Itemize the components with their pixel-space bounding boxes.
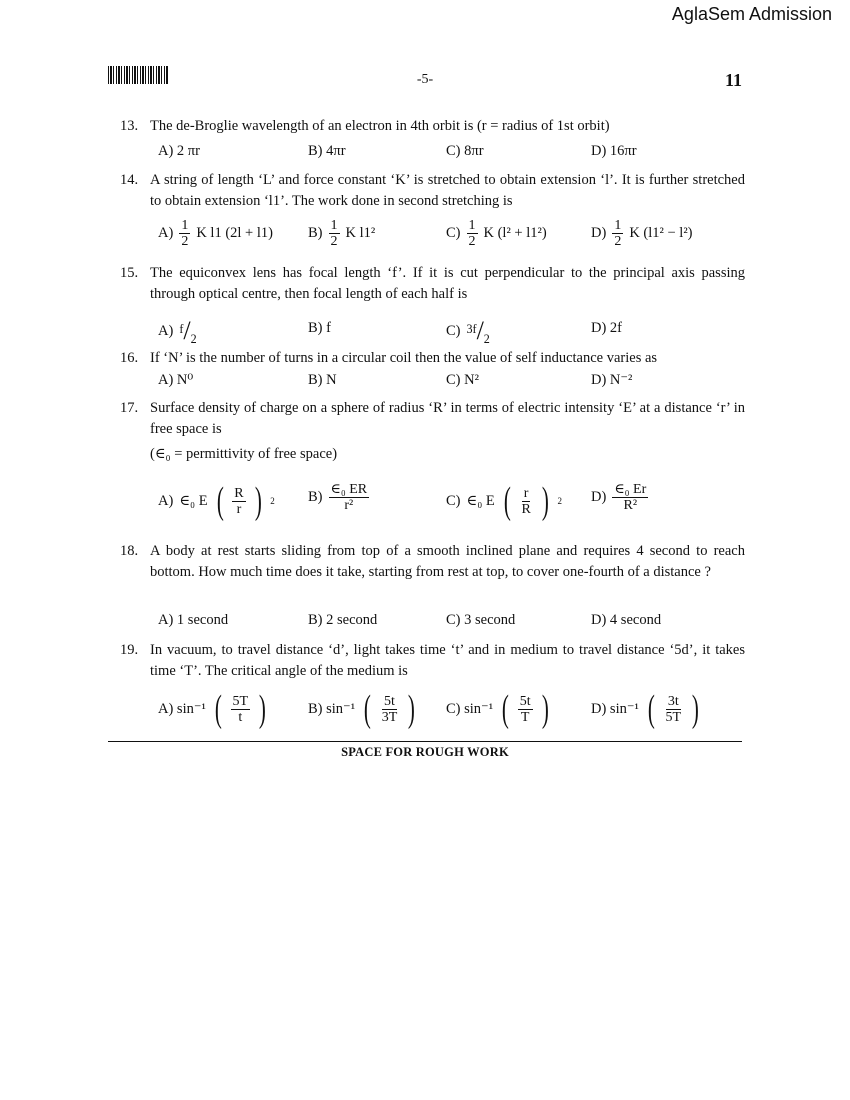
question-stem: A string of length ‘L’ and force constant ‘K’ is stretched to obtain extension ‘l’. It is further stretched to obtain extension ‘l1’. The work done in second stretching is [150, 172, 745, 209]
option-expr: K (l² + l1²) [483, 225, 547, 241]
question-note: (∈₀ = permittivity of free space) [150, 446, 338, 462]
option-a[interactable]: A) 2 πr [158, 143, 200, 159]
option-c[interactable]: C) sin⁻¹ ( $\frac{5t}{T}$ ) [446, 688, 549, 730]
question-18: 18. A body at rest starts sliding from top of a smooth inclined plane and requires 4 second to reach bottom. How much time does it take, starting from rest at top, to cover one-fourth of a distance ? [120, 541, 745, 583]
option-expr: K l1 (2l + l1) [196, 225, 273, 241]
option-b[interactable]: B) $\frac{\text{∈₀ ER}}{\text{r²}}$ [308, 482, 368, 513]
option-a[interactable]: A) sin⁻¹ ( $\frac{5T}{t}$ ) [158, 688, 266, 730]
option-b[interactable]: B) f [308, 320, 331, 336]
question-stem: Surface density of charge on a sphere of radius ‘R’ in terms of electric intensity ‘E’ at a distance ‘r’ in free space is [150, 400, 745, 437]
option-expr: K (l1² − l²) [629, 225, 693, 241]
brand-watermark: AglaSem Admission [671, 4, 832, 24]
option-d[interactable]: D) N⁻² [591, 372, 633, 388]
option-expr: K l1² [345, 225, 376, 241]
option-d[interactable]: D) sin⁻¹ ( $\frac{3t}{5T}$ ) [591, 688, 699, 730]
option-c[interactable]: C) 8πr [446, 143, 484, 159]
question-19: 19. In vacuum, to travel distance ‘d’, light takes time ‘t’ and in medium to travel distance ‘5d’, it takes time ‘T’. The critical angle of the medium is [120, 640, 745, 682]
option-b[interactable]: B) $\frac{1}{2}$ K l1² [308, 218, 376, 249]
series-code: 11 [724, 70, 742, 90]
question-stem: If ‘N’ is the number of turns in a circular coil then the value of self inductance varies as [150, 350, 658, 366]
question-stem: A body at rest starts sliding from top of a smooth inclined plane and requires 4 second to reach bottom. How much time does it take, starting from rest at top, to cover one-fourth of a distance ? [150, 543, 745, 580]
option-a[interactable]: A) N⁰ [158, 372, 194, 388]
option-a[interactable]: A) $\frac{1}{2}$ K l1 (2l + l1) [158, 218, 273, 249]
question-14: 14. A string of length ‘L’ and force constant ‘K’ is stretched to obtain extension ‘l’. It is further stretched to obtain extension ‘l1’. The work done in second stretching is [120, 170, 745, 212]
divider-rule [108, 741, 742, 742]
option-a[interactable]: A) 1 second [158, 612, 229, 628]
option-b[interactable]: B) N [308, 372, 337, 388]
question-15: 15. The equiconvex lens has focal length ‘f’. If it is cut perpendicular to the principal axis passing through optical centre, then focal length of each half is [120, 263, 745, 305]
option-c[interactable]: C) N² [446, 372, 479, 388]
option-c[interactable]: C) $\frac{1}{2}$ K (l² + l1²) [446, 218, 547, 249]
option-b[interactable]: B) 2 second [308, 612, 378, 628]
option-d[interactable]: D) 2f [591, 320, 623, 336]
question-stem: The equiconvex lens has focal length ‘f’. If it is cut perpendicular to the principal axis passing through optical centre, then focal length of each half is [150, 265, 745, 302]
question-17: 17. Surface density of charge on a sphere of radius ‘R’ in terms of electric intensity ‘E’ at a distance ‘r’ in free space is (∈₀ = permittivity of free space) [120, 398, 745, 465]
option-b[interactable]: B) 4πr [308, 143, 346, 159]
page-number: -5- [416, 72, 434, 87]
question-16: 16. If ‘N’ is the number of turns in a circular coil then the value of self inductance varies as [120, 348, 745, 369]
rough-work-label: SPACE FOR ROUGH WORK [341, 745, 509, 759]
question-stem: The de-Broglie wavelength of an electron in 4th orbit is (r = radius of 1st orbit) [150, 118, 610, 134]
option-d[interactable]: D) 4 second [591, 612, 662, 628]
option-b[interactable]: B) sin⁻¹ ( $\frac{5t}{3T}$ ) [308, 688, 416, 730]
option-c[interactable]: C) $^{3f}/_2$ [446, 316, 490, 346]
question-13: 13. The de-Broglie wavelength of an electron in 4th orbit is (r = radius of 1st orbit) [120, 116, 745, 137]
question-stem: In vacuum, to travel distance ‘d’, light takes time ‘t’ and in medium to travel distance ‘5d’, it takes time ‘T’. The critical angle of the medium is [150, 642, 745, 679]
option-c[interactable]: C) ∈₀ E ( $\frac{r}{R}$ ) 2 [446, 480, 562, 522]
option-d[interactable]: D) 16πr [591, 143, 637, 159]
option-d[interactable]: D) $\frac{\text{∈₀ Er}}{\text{R²}}$ [591, 482, 647, 513]
option-a[interactable]: A) $^f/_2$ [158, 316, 197, 346]
option-c[interactable]: C) 3 second [446, 612, 516, 628]
option-a[interactable]: A) ∈₀ E ( $\frac{R}{r}$ ) 2 [158, 480, 275, 522]
option-d[interactable]: D) $\frac{1}{2}$ K (l1² − l²) [591, 218, 693, 249]
